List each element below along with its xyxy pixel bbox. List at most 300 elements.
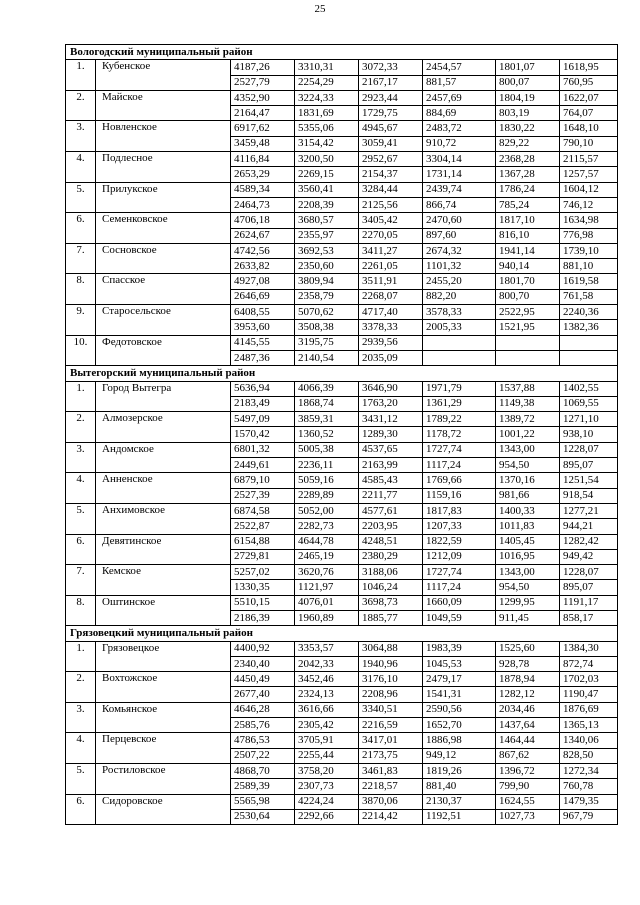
- value-cell: 3680,57: [295, 213, 359, 228]
- value-cell: 2255,44: [295, 748, 359, 763]
- value-cell: 3859,31: [295, 412, 359, 427]
- value-cell: 3431,12: [359, 412, 423, 427]
- table-row: [66, 381, 618, 396]
- value-cell: 1330,35: [231, 580, 295, 595]
- value-cell: 1830,22: [496, 121, 560, 136]
- row-number: 4.: [66, 733, 96, 764]
- value-cell: 2923,44: [359, 90, 423, 105]
- value-cell: 1525,60: [496, 641, 560, 656]
- value-cell: 2305,42: [295, 718, 359, 733]
- value-cell: 1941,14: [496, 243, 560, 258]
- row-number: 4.: [66, 473, 96, 504]
- value-cell: 1282,42: [560, 534, 618, 549]
- value-cell: 858,17: [560, 610, 618, 625]
- value-cell: 3059,41: [359, 136, 423, 151]
- value-cell: 829,22: [496, 136, 560, 151]
- value-cell: 6408,55: [231, 305, 295, 320]
- settlement-name: Город Вытегра: [96, 381, 231, 412]
- settlement-name: Новленское: [96, 121, 231, 152]
- value-cell: 1190,47: [560, 687, 618, 702]
- value-cell: 1660,09: [423, 595, 496, 610]
- value-cell: 803,19: [496, 106, 560, 121]
- value-cell: 2163,99: [359, 458, 423, 473]
- value-cell: 895,07: [560, 580, 618, 595]
- value-cell: 1101,32: [423, 259, 496, 274]
- settlement-name: Анненское: [96, 473, 231, 504]
- section-header-row: [66, 366, 618, 381]
- value-cell: 4646,28: [231, 702, 295, 717]
- value-cell: 3176,10: [359, 672, 423, 687]
- row-number: 3.: [66, 442, 96, 473]
- value-cell: 1971,79: [423, 381, 496, 396]
- settlement-name: Анхимовское: [96, 503, 231, 534]
- value-cell: 2454,57: [423, 60, 496, 75]
- value-cell: 1396,72: [496, 763, 560, 778]
- value-cell: 2183,49: [231, 396, 295, 411]
- value-cell: 1149,38: [496, 396, 560, 411]
- value-cell: 1521,95: [496, 320, 560, 335]
- settlement-name: Кемское: [96, 565, 231, 596]
- value-cell: 1464,44: [496, 733, 560, 748]
- value-cell: 2479,17: [423, 672, 496, 687]
- value-cell: 938,10: [560, 427, 618, 442]
- settlement-name: Сосновское: [96, 243, 231, 274]
- settlement-name: Андомское: [96, 442, 231, 473]
- value-cell: 3064,88: [359, 641, 423, 656]
- value-cell: 2115,57: [560, 152, 618, 167]
- value-cell: 1117,24: [423, 458, 496, 473]
- section-title: Вологодский муниципальный район: [66, 45, 618, 60]
- value-cell: 2282,73: [295, 519, 359, 534]
- value-cell: 1117,24: [423, 580, 496, 595]
- value-cell: 1046,24: [359, 580, 423, 595]
- value-cell: 1389,72: [496, 412, 560, 427]
- value-cell: 867,62: [496, 748, 560, 763]
- row-number: 6.: [66, 534, 96, 565]
- value-cell: 3616,66: [295, 702, 359, 717]
- value-cell: 1299,95: [496, 595, 560, 610]
- value-cell: 1652,70: [423, 718, 496, 733]
- value-cell: 2289,89: [295, 488, 359, 503]
- settlement-name: Подлесное: [96, 152, 231, 183]
- value-cell: 2590,56: [423, 702, 496, 717]
- value-cell: 4352,90: [231, 90, 295, 105]
- value-cell: 1361,29: [423, 396, 496, 411]
- value-cell: 954,50: [496, 580, 560, 595]
- table-row: [66, 274, 618, 289]
- value-cell: 1769,66: [423, 473, 496, 488]
- value-cell: 1178,72: [423, 427, 496, 442]
- value-cell: 2203,95: [359, 519, 423, 534]
- value-cell: 1405,45: [496, 534, 560, 549]
- table-row: [66, 503, 618, 518]
- value-cell: 1191,17: [560, 595, 618, 610]
- row-number: 7.: [66, 565, 96, 596]
- value-cell: 1786,24: [496, 182, 560, 197]
- value-cell: 928,78: [496, 656, 560, 671]
- value-cell: 1817,83: [423, 503, 496, 518]
- settlement-name: Ростиловское: [96, 763, 231, 794]
- value-cell: 1868,74: [295, 396, 359, 411]
- value-cell: 1343,00: [496, 565, 560, 580]
- value-cell: 1878,94: [496, 672, 560, 687]
- value-cell: 2455,20: [423, 274, 496, 289]
- value-cell: 1212,09: [423, 549, 496, 564]
- value-cell: 981,66: [496, 488, 560, 503]
- row-number: 1.: [66, 381, 96, 412]
- value-cell: 3417,01: [359, 733, 423, 748]
- value-cell: 3758,20: [295, 763, 359, 778]
- value-cell: 1272,34: [560, 763, 618, 778]
- table-row: [66, 534, 618, 549]
- value-cell: 2173,75: [359, 748, 423, 763]
- value-cell: 2633,82: [231, 259, 295, 274]
- table-row: [66, 182, 618, 197]
- value-cell: 2211,77: [359, 488, 423, 503]
- value-cell: 2268,07: [359, 289, 423, 304]
- settlement-name: Сидоровское: [96, 794, 231, 825]
- row-number: 1.: [66, 60, 96, 91]
- value-cell: 897,60: [423, 228, 496, 243]
- value-cell: 1885,77: [359, 610, 423, 625]
- value-cell: 1618,95: [560, 60, 618, 75]
- value-cell: 3870,06: [359, 794, 423, 809]
- value-cell: 4224,24: [295, 794, 359, 809]
- value-cell: 3646,90: [359, 381, 423, 396]
- value-cell: 1624,55: [496, 794, 560, 809]
- value-cell: 1277,21: [560, 503, 618, 518]
- value-cell: 2125,56: [359, 197, 423, 212]
- value-cell: [496, 335, 560, 350]
- value-cell: 1159,16: [423, 488, 496, 503]
- row-number: 5.: [66, 182, 96, 213]
- value-cell: 3578,33: [423, 305, 496, 320]
- value-cell: 2483,72: [423, 121, 496, 136]
- value-cell: 1027,73: [496, 809, 560, 824]
- value-cell: 884,69: [423, 106, 496, 121]
- value-cell: 799,90: [496, 779, 560, 794]
- value-cell: 1801,70: [496, 274, 560, 289]
- settlement-name: Федотовское: [96, 335, 231, 366]
- table-row: [66, 794, 618, 809]
- value-cell: 944,21: [560, 519, 618, 534]
- value-cell: 1271,10: [560, 412, 618, 427]
- value-cell: 2307,73: [295, 779, 359, 794]
- table-row: [66, 152, 618, 167]
- value-cell: 746,12: [560, 197, 618, 212]
- table-row: [66, 90, 618, 105]
- value-cell: 2214,42: [359, 809, 423, 824]
- value-cell: 2952,67: [359, 152, 423, 167]
- table-row: [66, 702, 618, 717]
- value-cell: 1437,64: [496, 718, 560, 733]
- value-cell: [496, 350, 560, 365]
- value-cell: 3705,91: [295, 733, 359, 748]
- value-cell: 2154,37: [359, 167, 423, 182]
- value-cell: 2186,39: [231, 610, 295, 625]
- value-cell: 2522,95: [496, 305, 560, 320]
- value-cell: 911,45: [496, 610, 560, 625]
- value-cell: 881,10: [560, 259, 618, 274]
- value-cell: 1822,59: [423, 534, 496, 549]
- value-cell: 2208,96: [359, 687, 423, 702]
- value-cell: 1121,97: [295, 580, 359, 595]
- value-cell: 5565,98: [231, 794, 295, 809]
- settlement-name: Спасское: [96, 274, 231, 305]
- row-number: 5.: [66, 503, 96, 534]
- value-cell: 2261,05: [359, 259, 423, 274]
- value-cell: 1983,39: [423, 641, 496, 656]
- value-cell: 5005,38: [295, 442, 359, 457]
- value-cell: 3310,31: [295, 60, 359, 75]
- settlement-name: Перцевское: [96, 733, 231, 764]
- value-cell: 1763,20: [359, 396, 423, 411]
- value-cell: 3405,42: [359, 213, 423, 228]
- value-cell: 1817,10: [496, 213, 560, 228]
- value-cell: 1739,10: [560, 243, 618, 258]
- value-cell: 764,07: [560, 106, 618, 121]
- value-cell: 2449,61: [231, 458, 295, 473]
- value-cell: 940,14: [496, 259, 560, 274]
- value-cell: 1702,03: [560, 672, 618, 687]
- value-cell: 1789,22: [423, 412, 496, 427]
- value-cell: 895,07: [560, 458, 618, 473]
- value-cell: 6879,10: [231, 473, 295, 488]
- value-cell: 1731,14: [423, 167, 496, 182]
- row-number: 6.: [66, 213, 96, 244]
- value-cell: 1382,36: [560, 320, 618, 335]
- value-cell: 776,98: [560, 228, 618, 243]
- value-cell: 4742,56: [231, 243, 295, 258]
- value-cell: 1343,00: [496, 442, 560, 457]
- value-cell: 949,12: [423, 748, 496, 763]
- value-cell: 2254,29: [295, 75, 359, 90]
- value-cell: 4248,51: [359, 534, 423, 549]
- value-cell: 2653,29: [231, 167, 295, 182]
- row-number: 4.: [66, 152, 96, 183]
- value-cell: 1537,88: [496, 381, 560, 396]
- value-cell: 2005,33: [423, 320, 496, 335]
- value-cell: [423, 350, 496, 365]
- value-cell: 1069,55: [560, 396, 618, 411]
- table-row: [66, 672, 618, 687]
- value-cell: 6154,88: [231, 534, 295, 549]
- value-cell: 866,74: [423, 197, 496, 212]
- settlement-name: Кубенское: [96, 60, 231, 91]
- value-cell: 2674,32: [423, 243, 496, 258]
- value-cell: 1940,96: [359, 656, 423, 671]
- table-row: [66, 335, 618, 350]
- page-number: 25: [314, 3, 326, 15]
- table-row: [66, 641, 618, 656]
- value-cell: 2240,36: [560, 305, 618, 320]
- table-row: [66, 733, 618, 748]
- section-title: Вытегорский муниципальный район: [66, 366, 618, 381]
- value-cell: 3560,41: [295, 182, 359, 197]
- value-cell: 967,79: [560, 809, 618, 824]
- value-cell: 4927,08: [231, 274, 295, 289]
- value-cell: 3188,06: [359, 565, 423, 580]
- value-cell: 1367,28: [496, 167, 560, 182]
- value-cell: 4585,43: [359, 473, 423, 488]
- value-cell: 1886,98: [423, 733, 496, 748]
- value-cell: 4589,34: [231, 182, 295, 197]
- value-cell: 6874,58: [231, 503, 295, 518]
- value-cell: [560, 335, 618, 350]
- settlement-name: Комьянское: [96, 702, 231, 733]
- value-cell: 4537,65: [359, 442, 423, 457]
- value-cell: 1365,13: [560, 718, 618, 733]
- table-row: [66, 442, 618, 457]
- value-cell: 4868,70: [231, 763, 295, 778]
- value-cell: 3378,33: [359, 320, 423, 335]
- value-cell: 5257,02: [231, 565, 295, 580]
- value-cell: 4187,26: [231, 60, 295, 75]
- table-row: [66, 473, 618, 488]
- table-row: [66, 121, 618, 136]
- value-cell: 2507,22: [231, 748, 295, 763]
- value-cell: [423, 335, 496, 350]
- value-cell: 800,07: [496, 75, 560, 90]
- value-cell: 4145,55: [231, 335, 295, 350]
- section-title: Грязовецкий муниципальный район: [66, 626, 618, 641]
- value-cell: 1045,53: [423, 656, 496, 671]
- value-cell: 4786,53: [231, 733, 295, 748]
- value-cell: 4450,49: [231, 672, 295, 687]
- value-cell: 949,42: [560, 549, 618, 564]
- tariff-table: [65, 44, 618, 825]
- value-cell: 760,95: [560, 75, 618, 90]
- value-cell: 5052,00: [295, 503, 359, 518]
- table-row: [66, 60, 618, 75]
- value-cell: 2368,28: [496, 152, 560, 167]
- value-cell: 2457,69: [423, 90, 496, 105]
- value-cell: 1384,30: [560, 641, 618, 656]
- value-cell: 872,74: [560, 656, 618, 671]
- value-cell: 3353,57: [295, 641, 359, 656]
- value-cell: 1360,52: [295, 427, 359, 442]
- settlement-name: Прилукское: [96, 182, 231, 213]
- value-cell: 2324,13: [295, 687, 359, 702]
- row-number: 9.: [66, 305, 96, 336]
- value-cell: 4116,84: [231, 152, 295, 167]
- value-cell: 3620,76: [295, 565, 359, 580]
- table-row: [66, 763, 618, 778]
- table-row: [66, 595, 618, 610]
- value-cell: 800,70: [496, 289, 560, 304]
- value-cell: 6801,32: [231, 442, 295, 457]
- settlement-name: Майское: [96, 90, 231, 121]
- value-cell: 1228,07: [560, 442, 618, 457]
- value-cell: 3461,83: [359, 763, 423, 778]
- value-cell: 3340,51: [359, 702, 423, 717]
- row-number: 6.: [66, 794, 96, 825]
- value-cell: 1729,75: [359, 106, 423, 121]
- row-number: 3.: [66, 121, 96, 152]
- settlement-name: Грязовецкое: [96, 641, 231, 672]
- value-cell: 1634,98: [560, 213, 618, 228]
- value-cell: 2269,15: [295, 167, 359, 182]
- value-cell: 1340,06: [560, 733, 618, 748]
- value-cell: 828,50: [560, 748, 618, 763]
- value-cell: 2042,33: [295, 656, 359, 671]
- value-cell: 2208,39: [295, 197, 359, 212]
- table-row: [66, 305, 618, 320]
- value-cell: 2624,67: [231, 228, 295, 243]
- value-cell: 1289,30: [359, 427, 423, 442]
- row-number: 8.: [66, 274, 96, 305]
- value-cell: 910,72: [423, 136, 496, 151]
- table-row: [66, 412, 618, 427]
- value-cell: 1622,07: [560, 90, 618, 105]
- value-cell: 2035,09: [359, 350, 423, 365]
- value-cell: 3809,94: [295, 274, 359, 289]
- value-cell: 2216,59: [359, 718, 423, 733]
- row-number: 2.: [66, 672, 96, 703]
- value-cell: 1011,83: [496, 519, 560, 534]
- value-cell: 4066,39: [295, 381, 359, 396]
- value-cell: 2522,87: [231, 519, 295, 534]
- value-cell: 1251,54: [560, 473, 618, 488]
- value-cell: 1876,69: [560, 702, 618, 717]
- value-cell: 1016,95: [496, 549, 560, 564]
- value-cell: 1604,12: [560, 182, 618, 197]
- value-cell: 1648,10: [560, 121, 618, 136]
- value-cell: 1960,89: [295, 610, 359, 625]
- value-cell: 1727,74: [423, 442, 496, 457]
- value-cell: 1402,55: [560, 381, 618, 396]
- value-cell: 785,24: [496, 197, 560, 212]
- value-cell: 3200,50: [295, 152, 359, 167]
- section-header-row: [66, 45, 618, 60]
- value-cell: 1819,26: [423, 763, 496, 778]
- value-cell: 881,40: [423, 779, 496, 794]
- settlement-name: Оштинское: [96, 595, 231, 626]
- value-cell: 2218,57: [359, 779, 423, 794]
- value-cell: 3224,33: [295, 90, 359, 105]
- value-cell: 3072,33: [359, 60, 423, 75]
- value-cell: 2464,73: [231, 197, 295, 212]
- value-cell: 5636,94: [231, 381, 295, 396]
- value-cell: 2470,60: [423, 213, 496, 228]
- table-row: [66, 565, 618, 580]
- value-cell: 882,20: [423, 289, 496, 304]
- value-cell: 2140,54: [295, 350, 359, 365]
- settlement-name: Семенковское: [96, 213, 231, 244]
- row-number: 10.: [66, 335, 96, 366]
- value-cell: 1804,19: [496, 90, 560, 105]
- settlement-name: Вохтожское: [96, 672, 231, 703]
- value-cell: 2130,37: [423, 794, 496, 809]
- value-cell: 1282,12: [496, 687, 560, 702]
- value-cell: 1207,33: [423, 519, 496, 534]
- value-cell: 1727,74: [423, 565, 496, 580]
- value-cell: 5059,16: [295, 473, 359, 488]
- value-cell: 761,58: [560, 289, 618, 304]
- value-cell: 2729,81: [231, 549, 295, 564]
- value-cell: 2236,11: [295, 458, 359, 473]
- value-cell: 2585,76: [231, 718, 295, 733]
- value-cell: 1570,42: [231, 427, 295, 442]
- value-cell: 2340,40: [231, 656, 295, 671]
- value-cell: 3511,91: [359, 274, 423, 289]
- value-cell: 1400,33: [496, 503, 560, 518]
- value-cell: 3284,44: [359, 182, 423, 197]
- table-row: [66, 213, 618, 228]
- table-row: [66, 243, 618, 258]
- value-cell: 3452,46: [295, 672, 359, 687]
- value-cell: 2527,39: [231, 488, 295, 503]
